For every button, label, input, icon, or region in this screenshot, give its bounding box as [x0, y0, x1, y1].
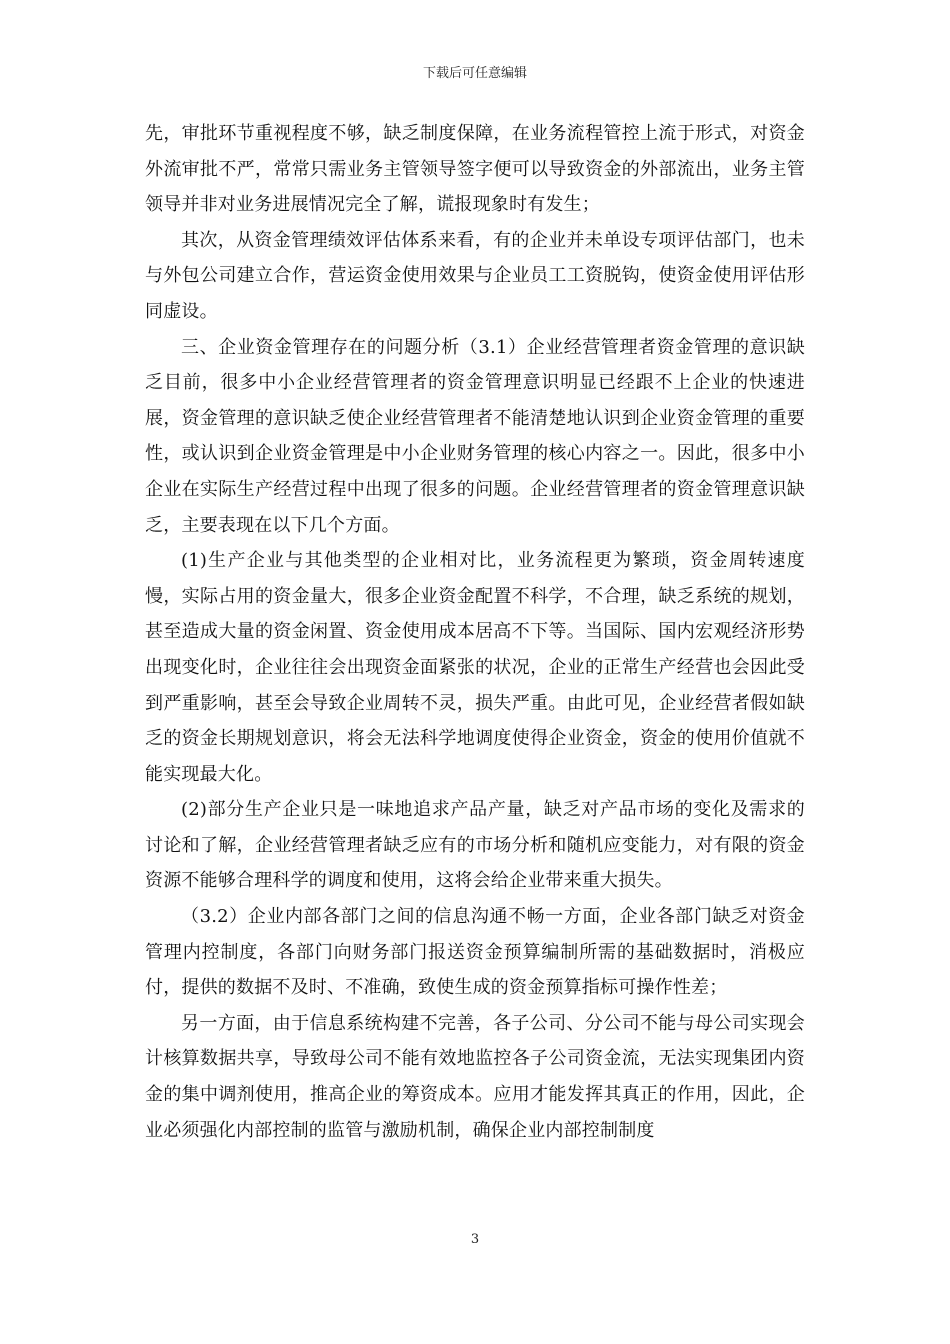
- paragraph-evaluation-system: 其次，从资金管理绩效评估体系来看，有的企业并未单设专项评估部门，也未与外包公司建立合作，营运资金使用效果与企业员工工资脱钩，使资金使用评估形同虚设。: [145, 229, 805, 322]
- paragraph-point-two: (2)部分生产企业只是一味地追求产品产量，缺乏对产品市场的变化及需求的讨论和了解，企业经营管理者缺乏应有的市场分析和随机应变能力，对有限的资金资源不能够合理科学的调度和使用，这将会给企业带来重大损失。: [145, 799, 805, 892]
- paragraph-other-aspect: 另一方面，由于信息系统构建不完善，各子公司、分公司不能与母公司实现会计核算数据共享，导致母公司不能有效地监控各子公司资金流，无法实现集团内资金的集中调剂使用，推高企业的筹资成本。应用才能发挥其真正的作用，因此，企业必须强化内部控制的监管与激励机制，确保企业内部控制制度: [145, 1012, 805, 1141]
- paragraph-point-one: (1)生产企业与其他类型的企业相对比，业务流程更为繁琐，资金周转速度慢，实际占用的资金量大，很多企业资金配置不科学，不合理，缺乏系统的规划，甚至造成大量的资金闲置、资金使用成本居高不下等。当国际、国内宏观经济形势出现变化时，企业往往会出现资金面紧张的状况，企业的正常生产经营也会因此受到严重影响，甚至会导致企业周转不灵，损失严重。由此可见，企业经营者假如缺乏的资金长期规划意识，将会无法科学地调度使得企业资金，资金的使用价值就不能实现最大化。: [145, 550, 805, 785]
- page-header: 下载后可任意编辑: [422, 66, 527, 81]
- paragraph-section-three-two: （3.2）企业内部各部门之间的信息沟通不畅一方面，企业各部门缺乏对资金管理内控制度，各部门向财务部门报送资金预算编制所需的基础数据时，消极应付，提供的数据不及时、不准确，致使生成的资金预算指标可操作性差；: [145, 906, 805, 999]
- paragraph-section-three: 三、企业资金管理存在的问题分析（3.1）企业经营管理者资金管理的意识缺乏目前，很多中小企业经营管理者的资金管理意识明显已经跟不上企业的快速进展，资金管理的意识缺乏使企业经营管理者不能清楚地认识到企业资金管理的重要性，或认识到企业资金管理是中小企业财务管理的核心内容之一。因此，很多中小企业在实际生产经营过程中出现了很多的问题。企业经营管理者的资金管理意识缺乏，主要表现在以下几个方面。: [145, 336, 805, 536]
- paragraph-continuation: 先，审批环节重视程度不够，缺乏制度保障，在业务流程管控上流于形式，对资金外流审批不严，常常只需业务主管领导签字便可以导致资金的外部流出，业务主管领导并非对业务进展情况完全了解，谎报现象时有发生；: [145, 123, 805, 216]
- document-body: [145, 116, 805, 1148]
- page-number: 3: [470, 1232, 480, 1247]
